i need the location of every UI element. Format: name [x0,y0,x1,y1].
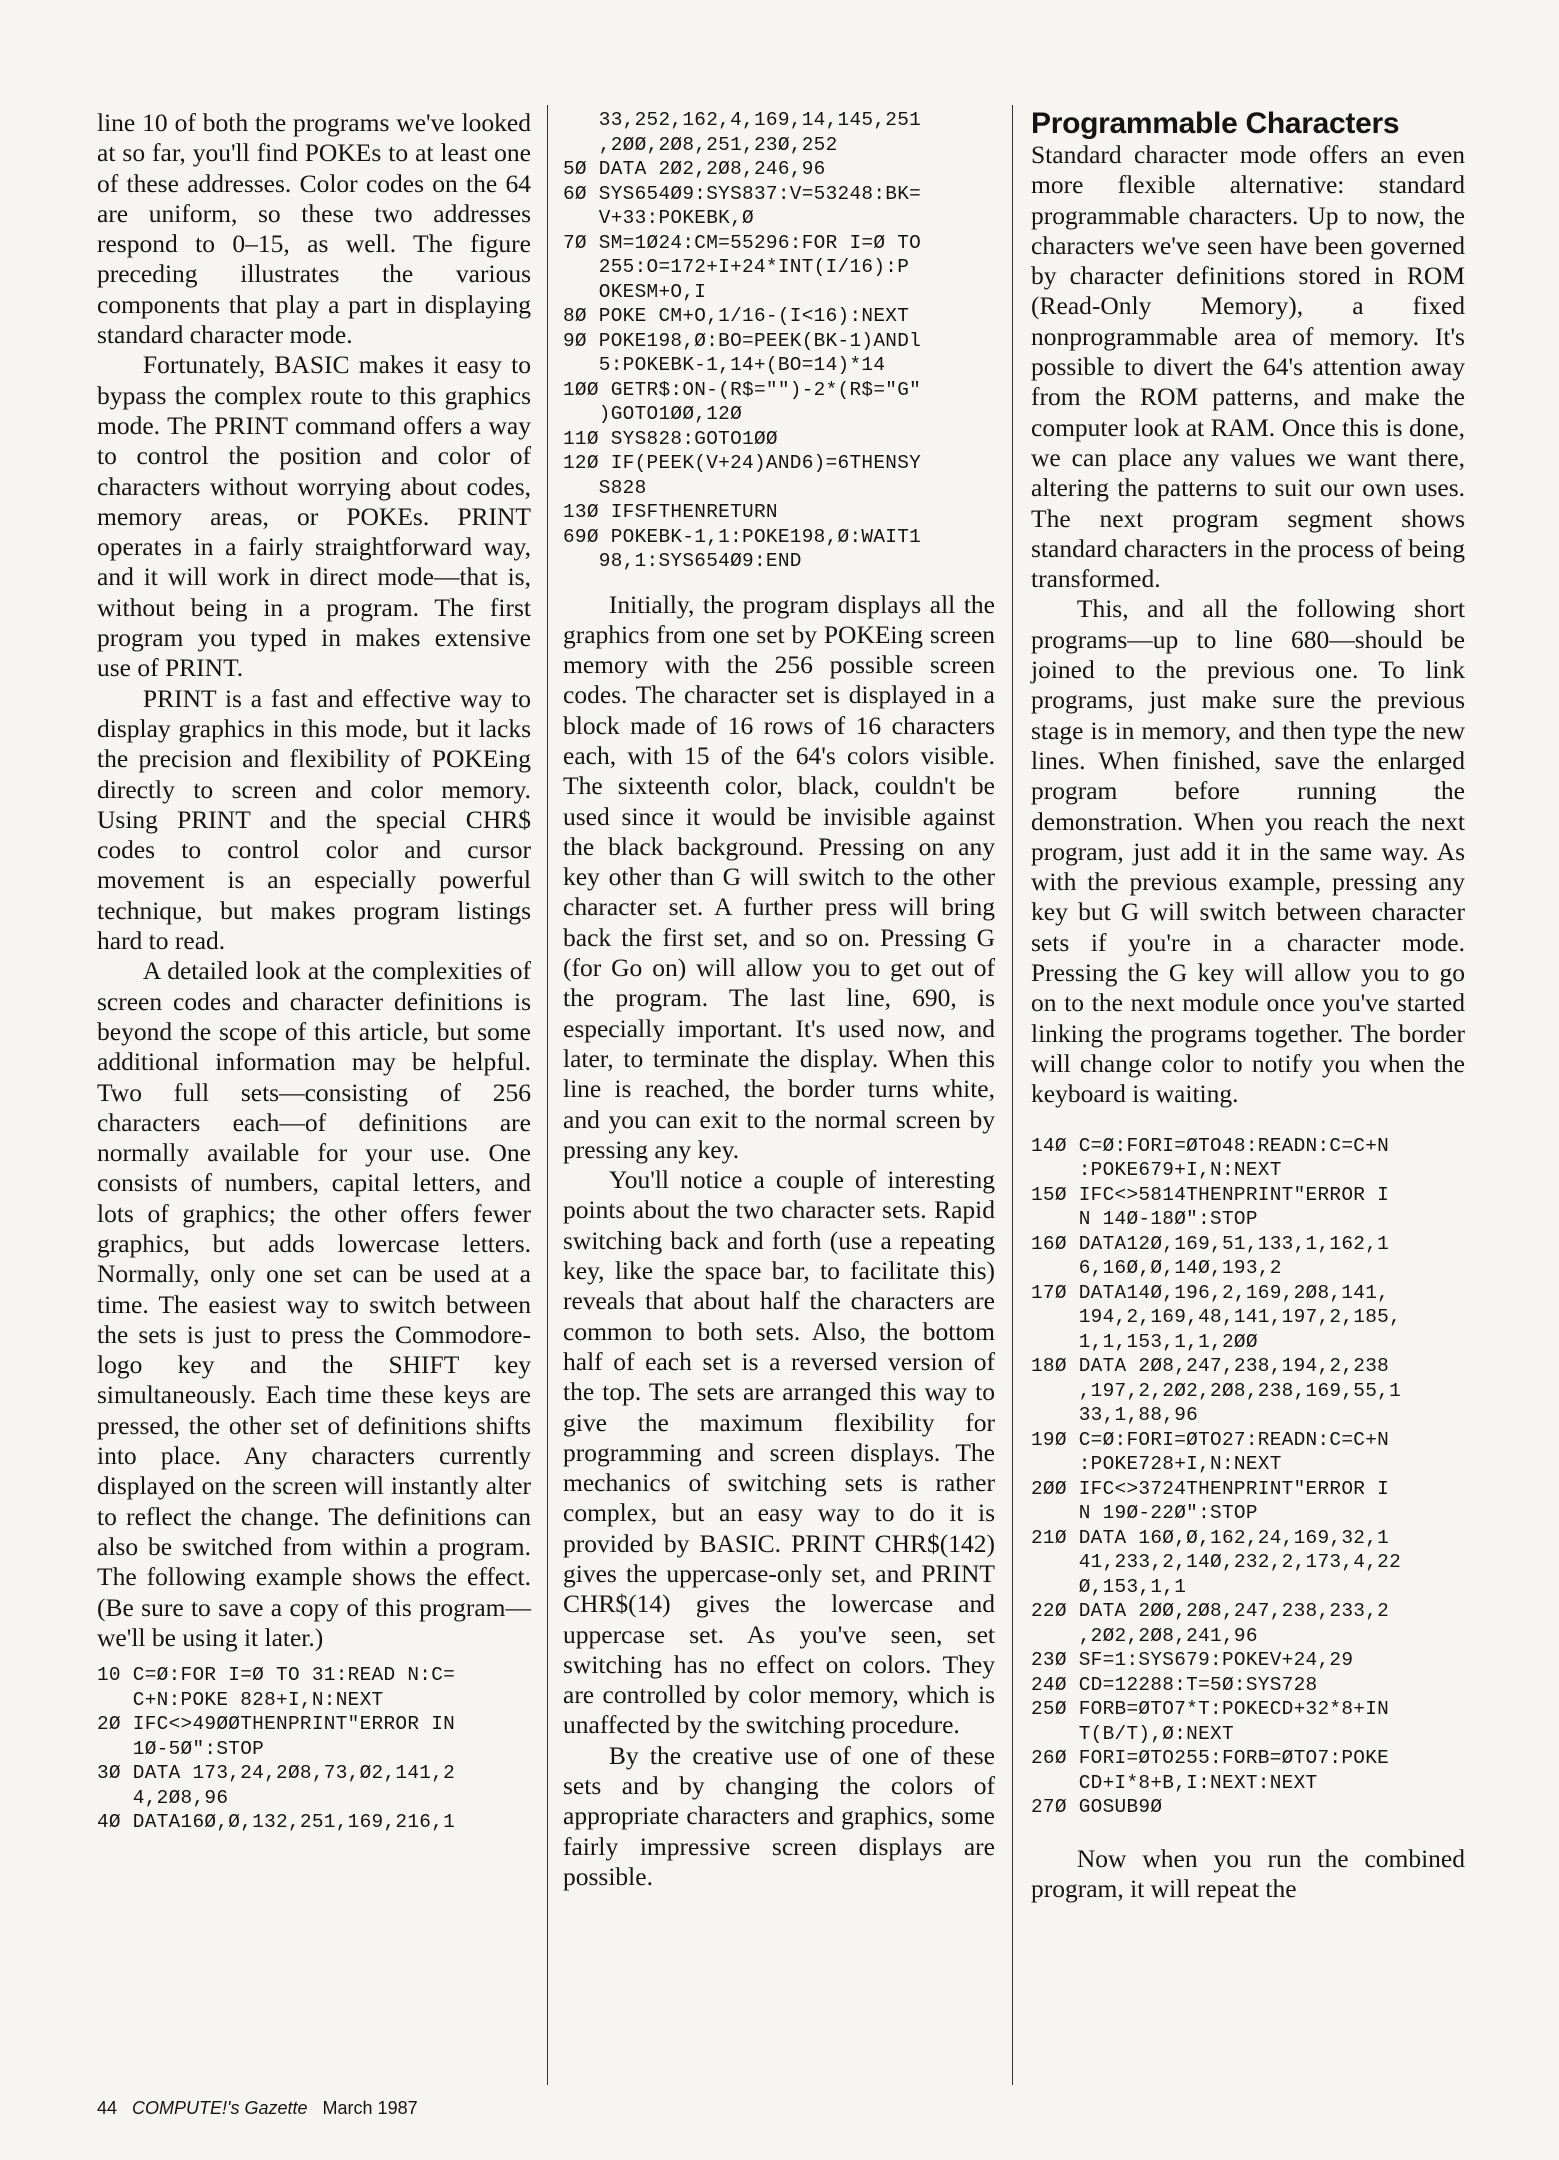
body-paragraph: line 10 of both the programs we've looked at so far, you'll find POKEs to at least one of these addresses. Color codes on the 64 are uniform, so these two addresses respond to 0–15, as well. The figure preceding illustrates the various components that play a part in displaying standard character mode. [97,108,531,350]
body-paragraph: By the creative use of one of these sets and by changing the colors of appropriate characters and graphics, some fairly impressive screen displays are possible. [563,1740,995,1891]
issue-date: March 1987 [322,2098,418,2118]
code-listing: 33,252,162,4,169,14,145,251 ,2ØØ,2Ø8,251,23Ø,252 5Ø DATA 2Ø2,2Ø8,246,96 6Ø SYS654Ø9:SYS837:V=53248:BK= V+33:POKEBK,Ø 7Ø SM=1Ø24:CM=55296:FOR I=Ø TO 255:O=172+I+24*INT(I/16):P OKESM+O,I 8Ø POKE CM+O,1/16-(I<16):NEXT 9Ø POKE198,Ø:BO=PEEK(BK-1)ANDl 5:POKEBK-1,14+(BO=14)*14 1ØØ GETR$:ON-(R$="")-2*(R$="G" )GOTO1ØØ,12Ø 11Ø SYS828:GOTO1ØØ 12Ø IF(PEEK(V+24)AND6)=6THENSY S828 13Ø IFSFTHENRETURN 69Ø POKEBK-1,1:POKE198,Ø:WAIT1 98,1:SYS654Ø9:END [563,109,922,572]
body-paragraph: PRINT is a fast and effective way to display graphics in this mode, but it lacks the precision and flexibility of POKEing directly to screen and color memory. Using PRINT and the special CHR$ codes to control color and cursor movement is an especially powerful technique, but makes program listings hard to read. [97,683,531,956]
code-listing: 10 C=Ø:FOR I=Ø TO 31:READ N:C= C+N:POKE 828+I,N:NEXT 2Ø IFC<>49ØØTHENPRINT"ERROR IN 1Ø-5Ø":STOP 3Ø DATA 173,24,2Ø8,73,Ø2,141,2 4,2Ø8,96 4Ø DATA16Ø,Ø,132,251,169,216,1 [97,1664,456,1834]
column-divider [547,105,548,2085]
body-paragraph: Fortunately, BASIC makes it easy to bypass the complex route to this graphics mode. The PRINT command offers a way to control the position and color of characters without worrying about codes, memory areas, or POKEs. PRINT operates in a fairly straightforward way, and it will work in direct mode—that is, without being in a program. The first program you typed in makes extensive use of PRINT. [97,350,531,683]
code-listing: 14Ø C=Ø:FORI=ØTO48:READN:C=C+N :POKE679+I,N:NEXT 15Ø IFC<>5814THENPRINT"ERROR I N 14Ø-18Ø":STOP 16Ø DATA12Ø,169,51,133,1,162,1 6,16Ø,Ø,14Ø,193,2 17Ø DATA14Ø,196,2,169,2Ø8,141, 194,2,169,48,141,197,2,185, 1,1,153,1,1,2ØØ 18Ø DATA 2Ø8,247,238,194,2,238 ,197,2,2Ø2,2Ø8,238,169,55,1 33,1,88,96 19Ø C=Ø:FORI=ØTO27:READN:C=C+N :POKE728+I,N:NEXT 2ØØ IFC<>3724THENPRINT"ERROR I N 19Ø-22Ø":STOP 21Ø DATA 16Ø,Ø,162,24,169,32,1 41,233,2,14Ø,232,2,173,4,22 Ø,153,1,1 22Ø DATA 2ØØ,2Ø8,247,238,233,2 ,2Ø2,2Ø8,241,96 23Ø SF=1:SYS679:POKEV+24,29 24Ø CD=12288:T=5Ø:SYS728 25Ø FORB=ØTO7*T:POKECD+32*8+IN T(B/T),Ø:NEXT 26Ø FORI=ØTO255:FORB=ØTO7:POKE CD+I*8+B,I:NEXT:NEXT 27Ø GOSUB9Ø [1031,1134,1402,1818]
section-heading: Programmable Characters [1031,107,1400,140]
body-paragraph: You'll notice a couple of interesting points about the two character sets. Rapid switching back and forth (use a repeating key, like the space bar, to facilitate this) reveals that about half the characters are common to both sets. Also, the bottom half of each set is a reversed version of the top. The sets are arranged this way to give the maximum flexibility for programming and screen displays. The mechanics of switching sets is rather complex, but an easy way to do it is provided by BASIC. PRINT CHR$(142) gives the uppercase-only set, and PRINT CHR$(14) gives the lowercase and uppercase set. As you've seen, set switching has no effect on colors. They are controlled by color memory, which is unaffected by the switching procedure. [563,1165,995,1740]
column-1 [97,108,531,1835]
body-paragraph: Standard character mode offers an even more flexible alternative: standard programmable characters. Up to now, the characters we've seen have been governed by character definitions stored in ROM (Read-Only Memory), a fixed nonprogrammable area of memory. It's possible to divert the 64's attention away from the ROM patterns, and make the computer look at RAM. Once this is done, we can place any values we want there, altering the patterns to suit our own uses. The next program segment shows standard characters in the process of being transformed. [1031,140,1465,594]
body-paragraph: Now when you run the combined program, it will repeat the [1031,1843,1465,1903]
magazine-name: COMPUTE!'s Gazette [132,2098,308,2118]
column-2 [563,108,995,1892]
column-divider [1012,105,1013,2085]
body-paragraph: Initially, the program displays all the graphics from one set by POKEing screen memory with the 256 possible screen codes. The character set is displayed in a block made of 16 rows of 16 characters each, with 15 of the 64's colors visible. The sixteenth color, black, couldn't be used since it would be invisible against the black background. Pressing on any key other than G will switch to the other character set. A further press will bring back the first set, and so on. Pressing G (for Go on) will allow you to get out of the program. The last line, 690, is especially important. It's used now, and later, to terminate the display. When this line is reached, the border turns white, and you can exit to the normal screen by pressing any key. [563,589,995,1164]
column-3 [1031,108,1465,1904]
body-paragraph: A detailed look at the complexities of screen codes and character definitions is beyond the scope of this article, but some additional information may be helpful. Two full sets—consisting of 256 characters each—of definitions are normally available for your use. One consists of numbers, capital letters, and lots of graphics; the other offers fewer graphics, but adds lowercase letters. Normally, only one set can be used at a time. The easiest way to switch between the sets is just to press the Commodore-logo key and the SHIFT key simultaneously. Each time these keys are pressed, the other set of definitions shifts into place. Any characters currently displayed on the screen will instantly alter to reflect the change. The definitions can also be switched from within a program. The following example shows the effect. (Be sure to save a copy of this program—we'll be using it later.) [97,956,531,1652]
page-number: 44 [97,2098,118,2118]
body-paragraph: This, and all the following short programs—up to line 680—should be joined to the previous one. To link programs, just make sure the previous stage is in memory, and then type the new lines. When finished, save the enlarged program before running the demonstration. When you reach the next program, just add it in the same way. As with the previous example, pressing any key but G will switch between character sets if you're in a character mode. Pressing the G key will allow you to go on to the next module once you've started linking the programs together. The border will change color to notify you when the keyboard is waiting. [1031,594,1465,1109]
page-footer [97,2098,428,2119]
